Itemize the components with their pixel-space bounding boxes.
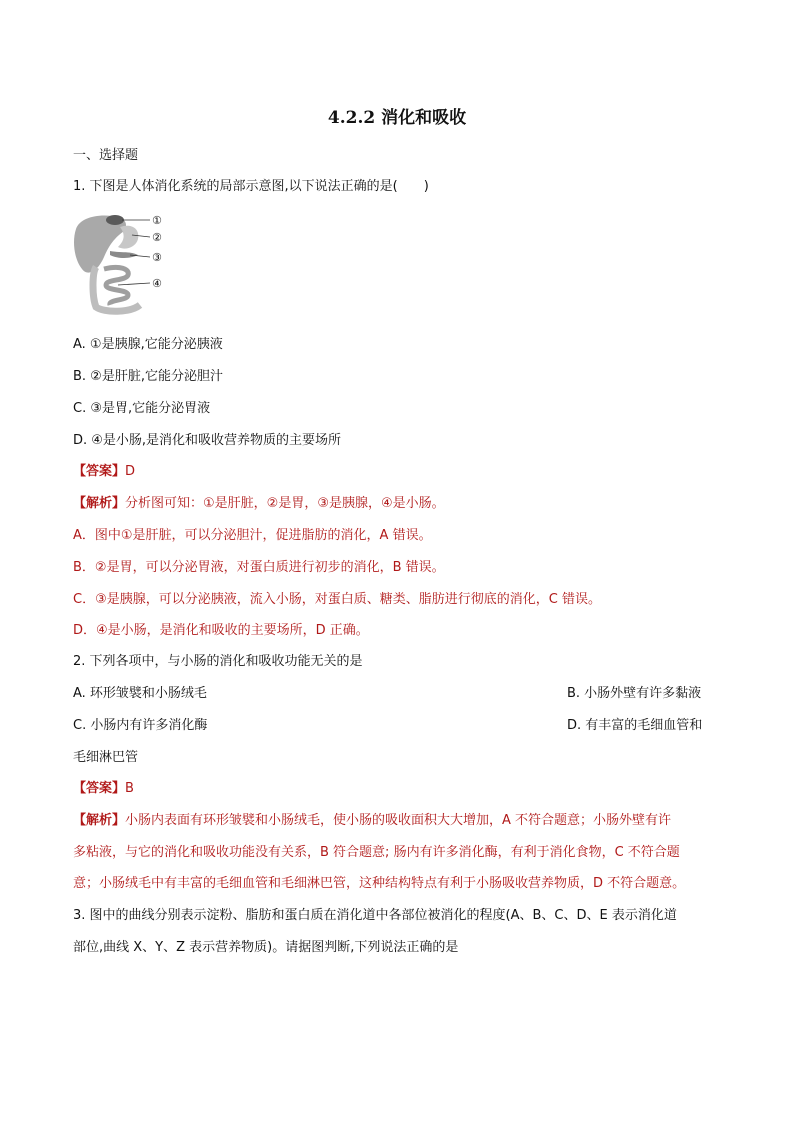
analysis-tag: 【解析】 (73, 813, 126, 828)
pancreas-shape (110, 251, 138, 258)
answer-value: B (125, 781, 134, 796)
analysis-line: B．②是胃，可以分泌胃液，对蛋白质进行初步的消化，B 错误。 (73, 560, 445, 575)
q2-analysis (73, 811, 671, 831)
page-title: 4.2.2 消化和吸收 (327, 108, 467, 128)
answer-tag: 【答案】 (73, 464, 126, 479)
answer-value: D (125, 464, 136, 479)
q3-stem-line: 3. 图中的曲线分别表示淀粉、脂肪和蛋白质在消化道中各部位被消化的程度(A、B、C、D、E 表示消化道 (73, 908, 677, 923)
figure-label-3: ③ (152, 251, 162, 264)
q1-option-b: B. ②是肝脏,它能分泌胆汁 (73, 369, 223, 384)
q2-option-d-wrap: 毛细淋巴管 (73, 750, 139, 765)
small-intestine-shape (104, 267, 128, 305)
q2-option-a: A. 环形皱襞和小肠绒毛 (73, 686, 207, 701)
answer-tag: 【答案】 (73, 781, 126, 796)
analysis-tag: 【解析】 (73, 496, 126, 511)
q1-option-c: C. ③是胃,它能分泌胃液 (73, 401, 211, 416)
q1-option-d: D. ④是小肠,是消化和吸收营养物质的主要场所 (73, 433, 342, 448)
section-heading: 一、选择题 (73, 148, 139, 163)
figure-label-1: ① (152, 214, 162, 227)
figure-label-4: ④ (152, 277, 162, 290)
dark-organ-shape (106, 215, 124, 225)
q2-option-c: C. 小肠内有许多消化酶 (73, 718, 208, 733)
figure-label-2: ② (152, 231, 162, 244)
analysis-line: 小肠内表面有环形皱襞和小肠绒毛，使小肠的吸收面积大大增加，A 不符合题意；小肠外壁有许 (125, 813, 672, 828)
analysis-line: 多粘液，与它的消化和吸收功能没有关系，B 符合题意; 肠内有许多消化酶，有利于消化食物，C 不符合题 (73, 845, 680, 860)
q1-answer (73, 462, 135, 482)
q2-answer (73, 779, 134, 799)
q2-option-d: D. 有丰富的毛细血管和 (567, 718, 703, 733)
q1-analysis (73, 494, 445, 514)
q3-stem-line: 部位,曲线 X、Y、Z 表示营养物质)。请据图判断,下列说法正确的是 (73, 940, 459, 955)
analysis-line: 意；小肠绒毛中有丰富的毛细血管和毛细淋巴管，这种结构特点有利于小肠吸收营养物质，D 不符合题意。 (73, 876, 686, 891)
q2-option-b: B. 小肠外壁有许多黏液 (567, 686, 702, 701)
q1-stem: 1. 下图是人体消化系统的局部示意图,以下说法正确的是( ) (73, 179, 429, 194)
analysis-line: D．④是小肠，是消化和吸收的主要场所，D 正确。 (73, 623, 369, 638)
analysis-line: C．③是胰腺，可以分泌胰液，流入小肠，对蛋白质、糖类、脂肪进行彻底的消化，C 错误。 (73, 592, 601, 607)
q1-option-a: A. ①是胰腺,它能分泌胰液 (73, 337, 223, 352)
q2-stem: 2. 下列各项中，与小肠的消化和吸收功能无关的是 (73, 654, 363, 669)
digestive-system-figure (70, 207, 180, 319)
analysis-line: A．图中①是肝脏，可以分泌胆汁，促进脂肪的消化，A 错误。 (73, 528, 432, 543)
analysis-line: 分析图可知：①是肝脏，②是胃，③是胰腺，④是小肠。 (125, 496, 445, 511)
